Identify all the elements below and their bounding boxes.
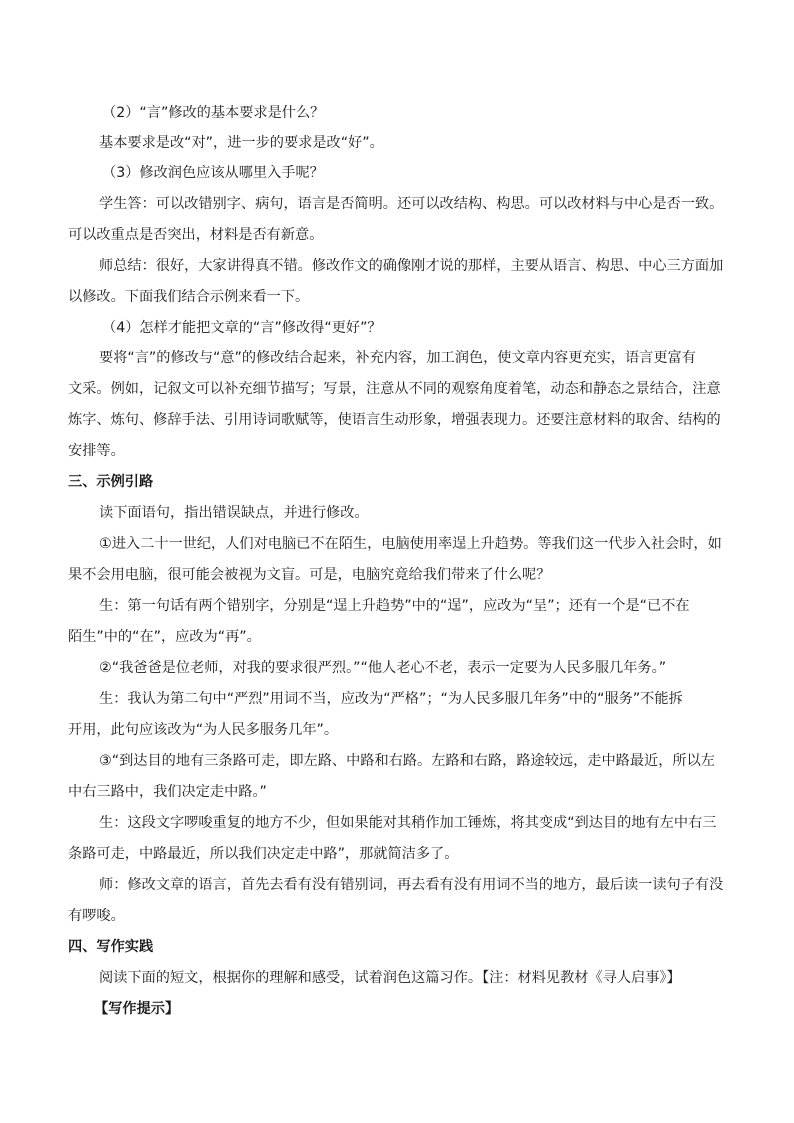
answer-4-line-3: 炼字、炼句、修辞手法、引用诗词歌赋等，使语言生动形象，增强表现力。还要注意材料的取舍、结构的	[68, 412, 721, 428]
section-3-heading: 三、示例引路	[68, 474, 154, 490]
question-4: （4）怎样才能把文章的“言”修改得“更好”？	[102, 320, 382, 336]
answer-4-line-2: 文采。例如，记叙文可以补充细节描写；写景，注意从不同的观察角度着笔，动态和静态之景结合，注意	[68, 381, 721, 397]
instruction: 读下面语句，指出错误缺点，并进行修改。	[99, 505, 369, 521]
student-3-line-1: 生：这段文字啰唆重复的地方不少，但如果能对其稍作加工锤炼，将其变成“到达目的地有左中右三	[99, 815, 717, 831]
question-3: （3）修改润色应该从哪里入手呢？	[102, 165, 324, 181]
student-answer-line-2: 可以改重点是否突出，材料是否有新意。	[68, 227, 324, 243]
example-3-line-2: 中右三路中，我们决定走中路。”	[68, 784, 267, 800]
student-answer-line-1: 学生答：可以改错别字、病句，语言是否简明。还可以改结构、构思。可以改材料与中心是否一致。	[99, 196, 724, 212]
question-2: （2）“言”修改的基本要求是什么？	[102, 105, 325, 121]
teacher-summary-line-1: 师总结：很好，大家讲得真不错。修改作文的确像刚才说的那样，主要从语言、构思、中心三方面加	[99, 258, 724, 274]
example-1-line-1: ①进入二十一世纪，人们对电脑已不在陌生，电脑使用率逞上升趋势。等我们这一代步入社会时，如	[99, 536, 722, 552]
practice-instruction: 阅读下面的短文，根据你的理解和感受，试着润色这篇习作。【注：材料见教材《寻人启事》】	[99, 970, 681, 986]
answer-4-line-1: 要将“言”的修改与“意”的修改结合起来，补充内容，加工润色，使文章内容更充实，语言更富有	[99, 350, 696, 366]
teacher-line-1: 师：修改文章的语言，首先去看有没有错别词，再去看有没有用词不当的地方，最后读一读句子有没	[99, 877, 724, 893]
student-2-line-1: 生：我认为第二句中“严烈”用词不当，应改为“严格”；“为人民多服几年务”中的“服务”不能拆	[99, 691, 683, 707]
writing-tips-heading: 【写作提示】	[94, 1001, 180, 1017]
section-4-heading: 四、写作实践	[68, 939, 154, 955]
example-1-line-2: 果不会用电脑，很可能会被视为文盲。可是，电脑究竟给我们带来了什么呢？	[68, 567, 551, 583]
student-2-line-2: 开用，此句应该改为“为人民多服务几年”。	[68, 722, 339, 738]
student-3-line-2: 条路可走，中路最近，所以我们决定走中路”，那就简洁多了。	[68, 846, 459, 862]
teacher-summary-line-2: 以修改。下面我们结合示例来看一下。	[68, 289, 310, 305]
student-1-line-1: 生：第一句话有两个错别字，分别是“逞上升趋势”中的“逞”，应改为“呈”；还有一个是“已不在	[99, 598, 690, 614]
student-1-line-2: 陌生”中的“在”，应改为“再”。	[68, 629, 261, 645]
answer-4-line-4: 安排等。	[68, 443, 125, 459]
answer-2: 基本要求是改“对”，进一步的要求是改“好”。	[99, 135, 384, 151]
teacher-line-2: 有啰唆。	[68, 908, 125, 924]
example-3-line-1: ③“到达目的地有三条路可走，即左路、中路和右路。左路和右路，路途较远，走中路最近，所以左	[99, 753, 715, 769]
example-2: ②“我爸爸是位老师，对我的要求很严烈。”“他人老心不老，表示一定要为人民多服几年务。”	[99, 660, 667, 676]
